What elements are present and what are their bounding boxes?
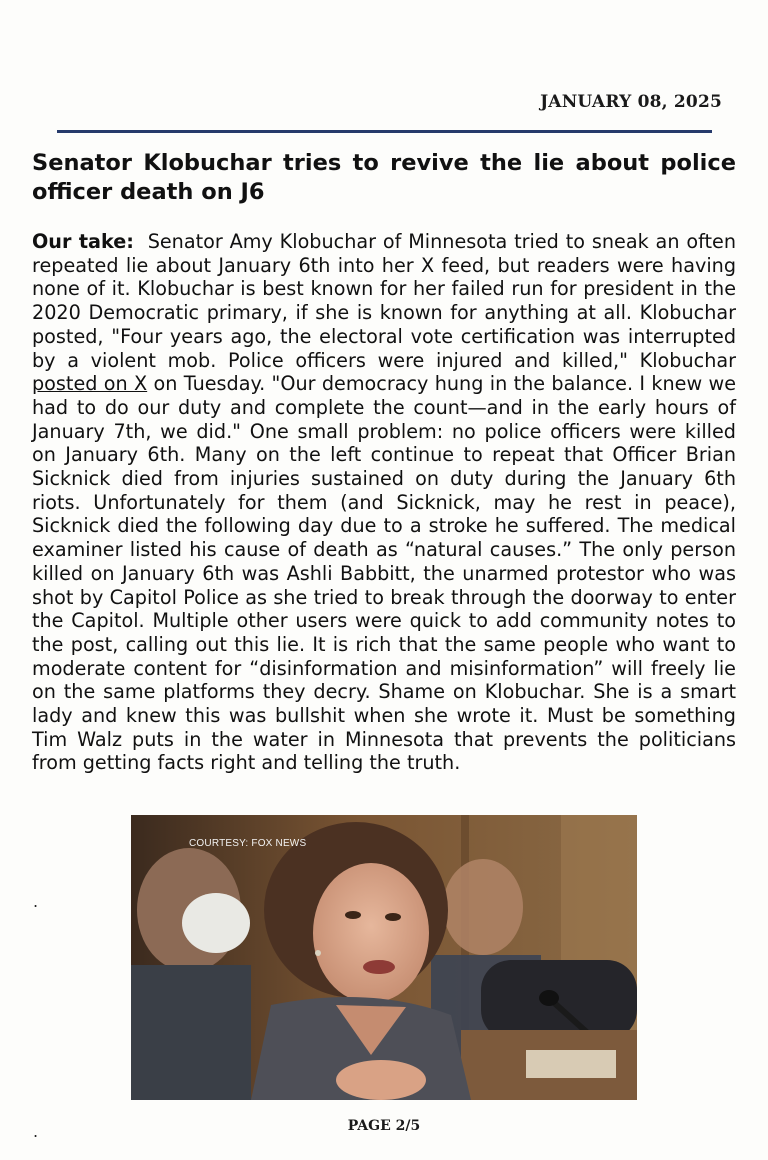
stray-dot-1: .: [33, 892, 39, 911]
article-headline: Senator Klobuchar tries to revive the lie about police officer death on J6: [32, 150, 736, 205]
header-divider: [57, 130, 712, 133]
issue-date: JANUARY 08, 2025: [540, 92, 722, 112]
our-take-label: Our take:: [32, 230, 134, 253]
senator-photo-illustration: [131, 815, 637, 1100]
stray-dot-2: .: [33, 1122, 39, 1141]
article-body: [32, 230, 736, 775]
article-text-part-1: Senator Amy Klobuchar of Minnesota tried to sneak an often repeated lie about January 6th into her X feed, but readers were having none of it. Klobuchar is best known for her failed run for president in the 2020 Democratic primary, if she is known for anything at all. Klobuchar posted, "Four years ago, the electoral vote certification was interrupted by a violent mob. Police officers were injured and killed," Klobuchar: [32, 230, 736, 372]
article-text-part-2: on Tuesday. "Our democracy hung in the balance. I knew we had to do our duty and complete the count—and in the early hours of January 7th, we did." One small problem: no police officers were killed on January 6th. Many on the left continue to repeat that Officer Brian Sicknick died from injuries sustained on duty during the January 6th riots. Unfortunately for them (and Sicknick, may he rest in peace), Sicknick died the following day due to a stroke he suffered. The medical examiner listed his cause of death as “natural causes.” The only person killed on January 6th was Ashli Babbitt, the unarmed protestor who was shot by Capitol Police as she tried to break through the doorway to enter the Capitol. Multiple other users were quick to add community notes to the post, calling out this lie. It is rich that the same people who want to moderate content for “disinformation and misinformation” will freely lie on the same platforms they decry. Shame on Klobuchar. She is a smart lady and knew this was bullshit when she wrote it. Must be something Tim Walz puts in the water in Minnesota that prevents the politicians from getting facts right and telling the truth.: [32, 372, 737, 775]
photo-credit: COURTESY: FOX NEWS: [189, 838, 307, 849]
senator-photo: [131, 815, 637, 1100]
posted-on-x-link[interactable]: posted on X: [32, 372, 148, 396]
page-number: PAGE 2/5: [347, 1118, 421, 1134]
